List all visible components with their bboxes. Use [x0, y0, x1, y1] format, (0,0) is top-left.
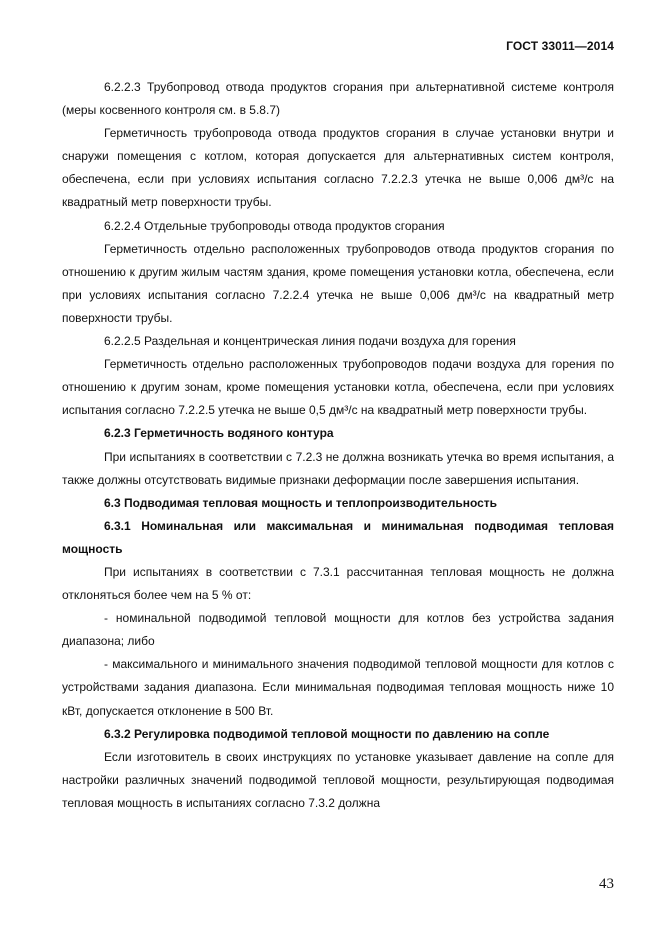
list-item: - номинальной подводимой тепловой мощности для котлов без устройства задания диапазона; либо	[62, 611, 614, 649]
clause-6-3-2-heading: 6.3.2 Регулировка подводимой тепловой мощности по давлению на сопле	[104, 726, 550, 741]
list-item: - максимального и минимального значения подводимой тепловой мощности для котлов с устройствами задания диапазона. Если минимальная подводимая тепловая мощность ниже 10 кВт, допускается отклонение в 500 Вт.	[62, 657, 614, 718]
paragraph-text: Герметичность отдельно расположенных трубопроводов отвода продуктов сгорания по отношению к другим жилым частям здания, кроме помещения установки котла, обеспечена, если при условиях испытания согласно 7.2.2.4 утечка не выше 0,006 дм³/с на квадратный метр поверхности трубы.	[62, 241, 614, 325]
clause-6-2-2-4-heading: 6.2.2.4 Отдельные трубопроводы отвода продуктов сгорания	[104, 218, 445, 233]
paragraph-text: Герметичность отдельно расположенных трубопроводов подачи воздуха для горения по отношению к другим зонам, кроме помещения установки котла, обеспечена, если при условиях испытания согласно 7.2.2.5 утечка не выше 0,5 дм³/с на квадратный метр поверхности трубы.	[62, 357, 614, 418]
document-body	[62, 76, 614, 815]
clause-6-2-3-heading: 6.2.3 Герметичность водяного контура	[104, 426, 334, 441]
paragraph-text: При испытаниях в соответствии с 7.2.3 не должна возникать утечка во время испытания, а также должны отсутствовать видимые признаки деформации после завершения испытания.	[62, 449, 614, 487]
paragraph-text: Герметичность трубопровода отвода продуктов сгорания в случае установки внутри и снаружи помещения с котлом, которая допускается для альтернативных систем контроля, обеспечена, если при условиях испытания согласно 7.2.2.3 утечка не выше 0,006 дм³/с на квадратный метр поверхности трубы.	[62, 126, 614, 210]
paragraph-text: Если изготовитель в своих инструкциях по установке указывает давление на сопле для настройки различных значений подводимой тепловой мощности, результирующая подводимая тепловая мощность в испытаниях согласно 7.3.2 должна	[62, 749, 614, 810]
page-number: 43	[599, 876, 614, 892]
paragraph-text: При испытаниях в соответствии с 7.3.1 рассчитанная тепловая мощность не должна отклоняться более чем на 5 % от:	[62, 564, 614, 603]
document-header: ГОСТ 33011—2014	[506, 39, 614, 53]
clause-6-3-1-heading: 6.3.1 Номинальная или максимальная и минимальная подводимая тепловая мощность	[62, 518, 614, 556]
clause-6-3-heading: 6.3 Подводимая тепловая мощность и теплопроизводительность	[104, 495, 498, 510]
clause-6-2-2-3-heading: 6.2.2.3 Трубопровод отвода продуктов сгорания при альтернативной системе контроля (меры косвенного контроля см. в 5.8.7)	[62, 80, 614, 118]
clause-6-2-2-5-heading: 6.2.2.5 Раздельная и концентрическая линия подачи воздуха для горения	[104, 334, 516, 349]
